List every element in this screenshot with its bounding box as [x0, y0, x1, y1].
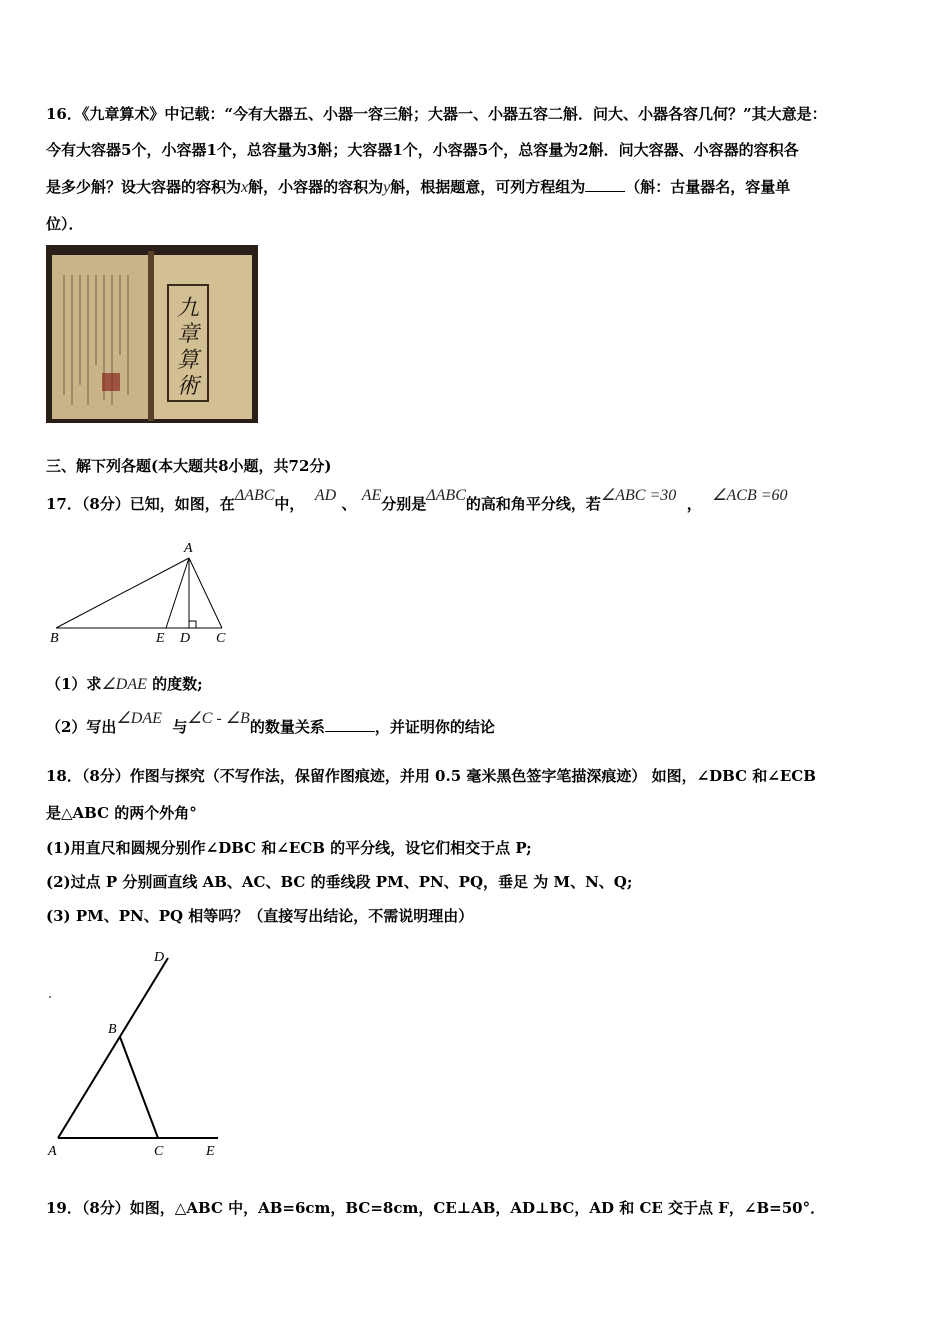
var-x: x [241, 179, 249, 196]
q17-triangle-2: ΔABC [426, 487, 466, 504]
q17-part2-angle: ∠DAE [116, 710, 162, 727]
q17-label-c: C [216, 631, 226, 646]
q17-triangle-figure [46, 538, 236, 648]
q18-line-1: 18．（8分）作图与探究（不写作法，保留作图痕迹，并用 0.5 毫米黑色签字笔描深痕迹） 如图，∠DBC 和∠ECB [46, 767, 816, 785]
q17-part-2: （2）写出∠DAE 与∠C - ∠B的数量关系 ，并证明你的结论 [46, 710, 495, 736]
q16-line-2: 今有大容器5个，小容器1个，总容量为3斛；大容器1个，小容器5个，总容量为2斛．问大容器、小容器的容积各 [46, 141, 799, 159]
book-photo-drawing [46, 245, 258, 423]
book-title-char-4: 術 [177, 373, 200, 398]
q17-label-a: A [184, 541, 193, 556]
q17-ad: AD [314, 487, 337, 504]
q17-angle-abc: ∠ABC =30 [600, 487, 677, 504]
book-photo [46, 245, 258, 423]
q17-part2-expr: ∠C - ∠B [187, 710, 250, 727]
q17-part1-angle: ∠DAE [101, 676, 147, 693]
answer-blank-q17[interactable] [325, 717, 375, 732]
var-y: y [383, 179, 391, 196]
q18-item-2: (2)过点 P 分别画直线 AB、AC、BC 的垂线段 PM、PN、PQ，垂足 为 M、N、Q; [46, 873, 633, 891]
q17-angle-acb: ∠ACB =60 [712, 487, 788, 504]
q18-label-b: B [108, 1022, 117, 1037]
q18-label-e: E [206, 1144, 215, 1159]
q17-part-1: （1）求∠DAE 的度数; [46, 675, 203, 693]
q18-line-2: 是△ABC 的两个外角° [46, 804, 197, 822]
q19-line-1: 19．（8分）如图，△ABC 中，AB=6cm，BC=8cm，CE⊥AB，AD⊥BC，AD 和 CE 交于点 F，∠B=50°． [46, 1199, 826, 1217]
q18-item-1: (1)用直尺和圆规分别作∠DBC 和∠ECB 的平分线，设它们相交于点 P; [46, 839, 532, 857]
q17-label-e: E [156, 631, 165, 646]
book-title-char-2: 章 [177, 321, 200, 346]
q17-line-1: 17．（8分）已知，如图，在ΔABC中， AD 、 AE分别是ΔABC的高和角平分线，若∠ABC =30 ， ∠ACB =60 [46, 487, 788, 513]
q18-item-3: (3) PM、PN、PQ 相等吗？（直接写出结论，不需说明理由） [46, 907, 474, 925]
section-3-heading: 三、解下列各题(本大题共8小题，共72分) [46, 457, 332, 475]
q17-label-b: B [50, 631, 59, 646]
q18-label-d: D [154, 950, 165, 965]
q17-triangle-svg [46, 538, 236, 648]
q18-label-a: A [48, 1144, 57, 1159]
q18-triangle-svg [46, 945, 236, 1165]
book-title-char-3: 算 [177, 347, 200, 372]
q18-triangle-figure [46, 945, 236, 1165]
answer-blank-q16[interactable] [585, 177, 625, 192]
q17-label-d: D [180, 631, 191, 646]
q17-triangle-1: ΔABC [234, 487, 275, 504]
q16-line-3: 是多少斛？设大容器的容积为x斛，小容器的容积为y斛，根据题意，可列方程组为 （斛：古量器名，容量单 [46, 178, 791, 196]
book-title-char-1: 九 [177, 295, 200, 320]
q17-ae: AE [361, 487, 382, 504]
q16-line-1: 16．《九章算术》中记载：“今有大器五、小器一容三斛；大器一、小器五容二斛．问大、小器各容几何？”其大意是： [46, 105, 827, 123]
q16-line-4: 位）． [46, 215, 84, 233]
q18-label-c: C [154, 1144, 164, 1159]
